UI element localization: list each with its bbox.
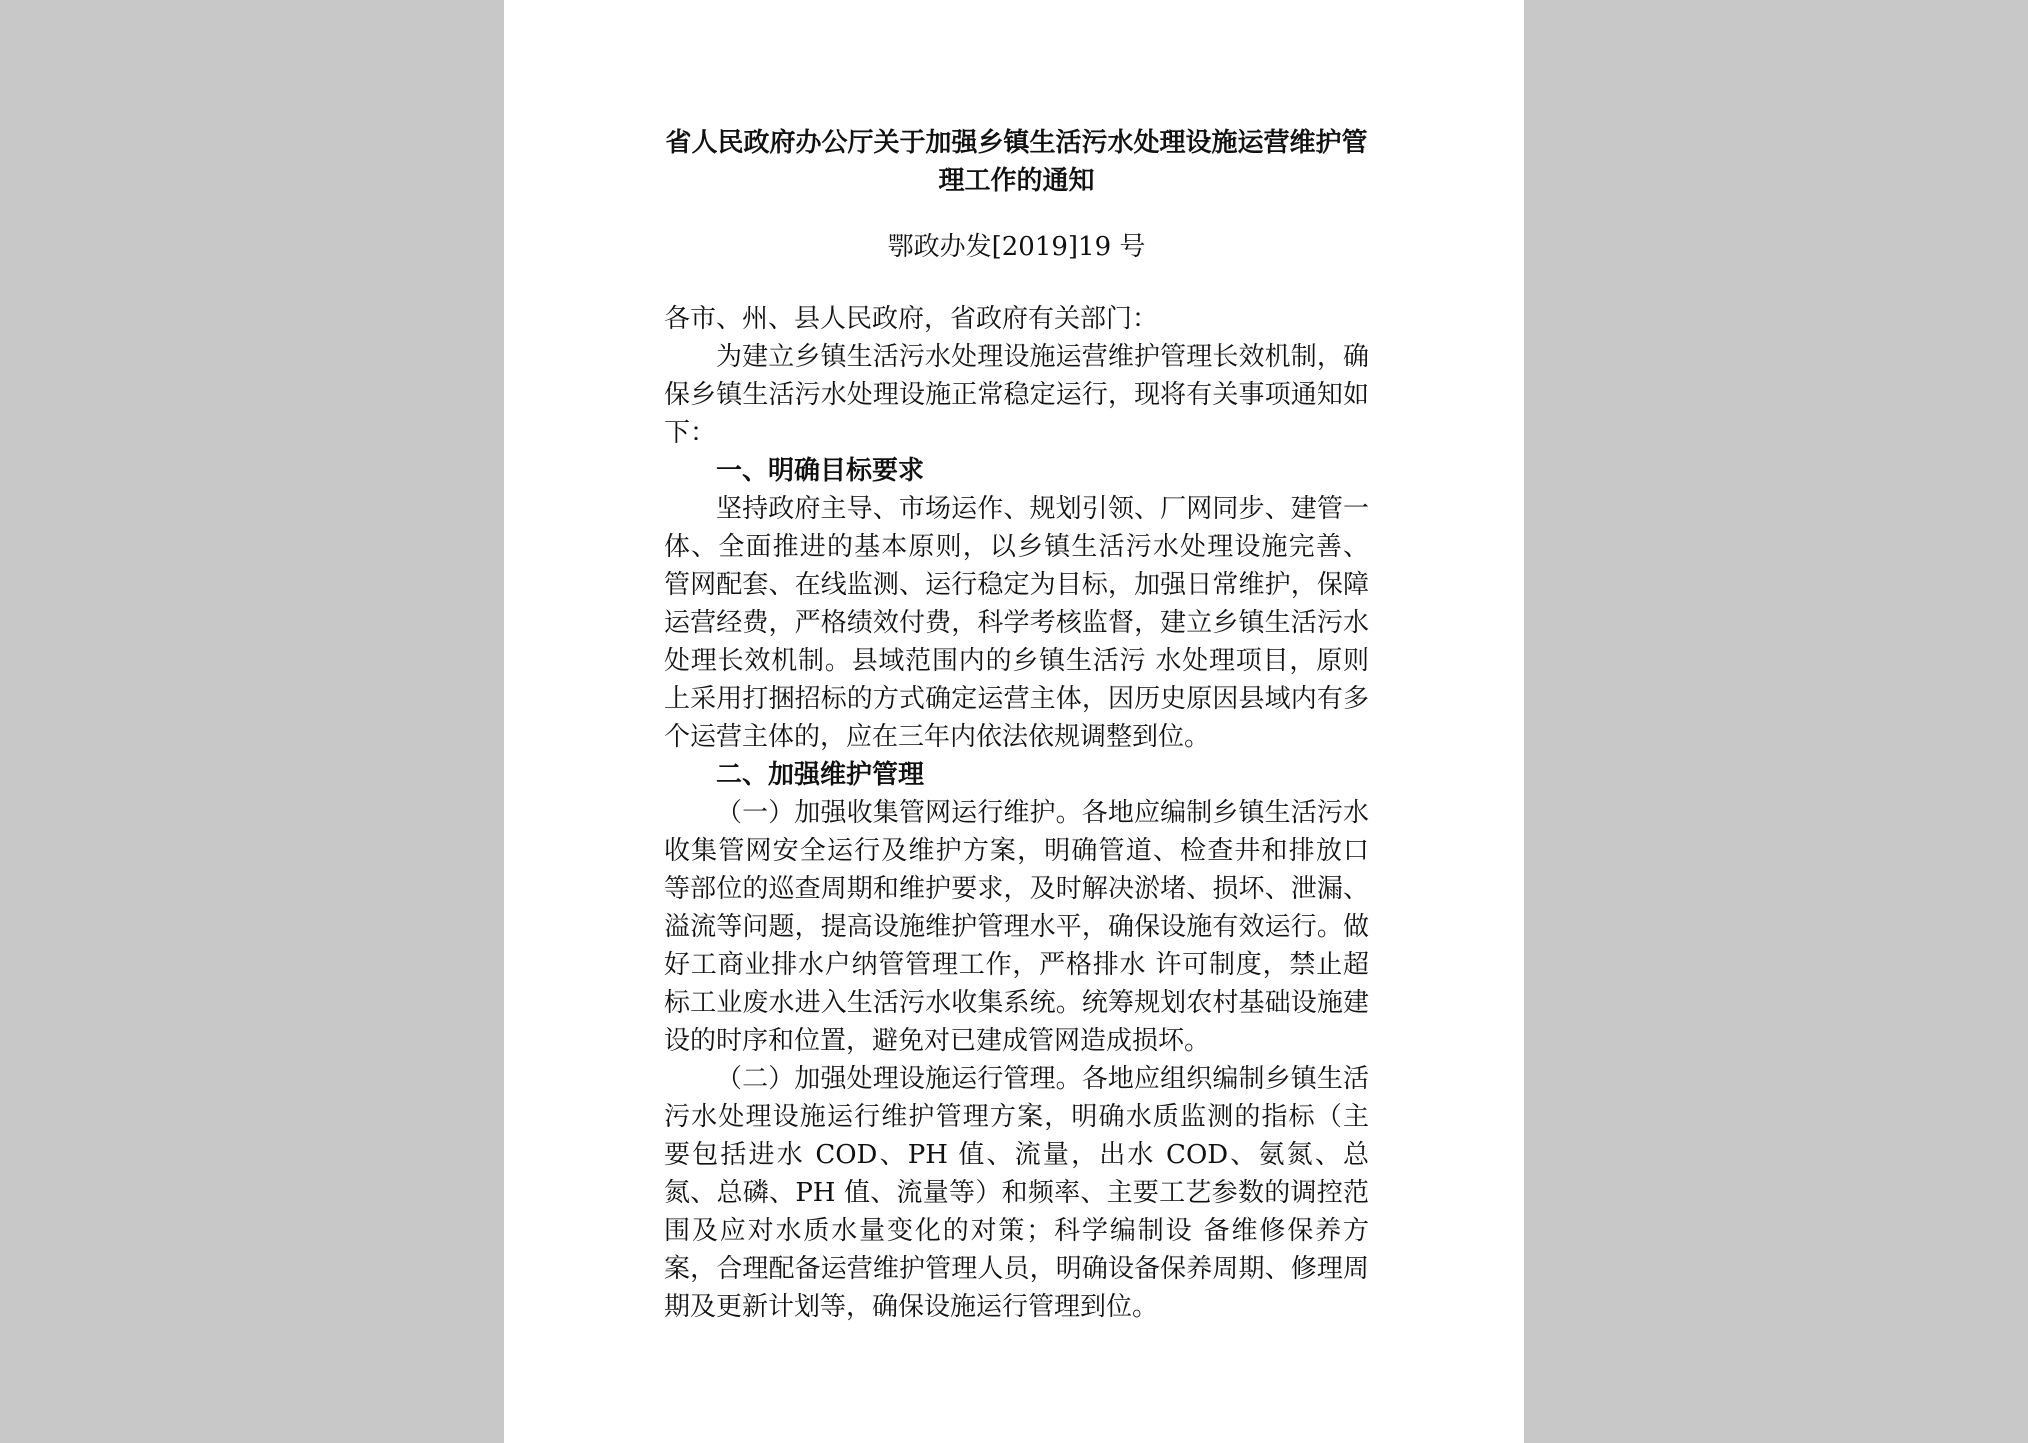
document-number: 鄂政办发[2019]19 号 [887, 232, 1146, 262]
section-1-heading: 一、明确目标要求 [716, 456, 925, 486]
addressee: 各市、州、县人民政府，省政府有关部门： [664, 304, 1159, 334]
document-page [504, 0, 1524, 1443]
document-title: 省人民政府办公厅关于加强乡镇生活污水处理设施运营维护管理工作的通知 [665, 128, 1368, 196]
document-body [664, 124, 1369, 1326]
section-2-heading: 二、加强维护管理 [716, 760, 925, 790]
section-1-paragraph: 坚持政府主导、市场运作、规划引领、厂网同步、建管一体、全面推进的基本原则，以乡镇生活污水处理设施完善、 管网配套、在线监测、运行稳定为目标，加强日常维护，保障运营经费，严格绩效付费，科学考核监督，建立乡镇生活污水处理长效机制。县域范围内的乡镇生活污 水处理项目，原则上采用打捆招标的方式确定运营主体，因历史原因县域内有多个运营主体的，应在三年内依法依规调整到位。 [664, 494, 1369, 752]
intro-paragraph: 为建立乡镇生活污水处理设施运营维护管理长效机制，确保乡镇生活污水处理设施正常稳定运行，现将有关事项通知如下： [664, 342, 1369, 448]
section-2-item-2: （二）加强处理设施运行管理。各地应组织编制乡镇生活污水处理设施运行维护管理方案，明确水质监测的指标（主 要包括进水 COD、PH 值、流量，出水 COD、氨氮、总氮、总磷、PH 值、流量等）和频率、主要工艺参数的调控范围及应对水质水量变化的对策；科学编制设 备维修保养方案，合理配备运营维护管理人员，明确设备保养周期、修理周期及更新计划等，确保设施运行管理到位。 [664, 1064, 1369, 1322]
section-2-item-1: （一）加强收集管网运行维护。各地应编制乡镇生活污水收集管网安全运行及维护方案，明确管道、检查井和排放口 等部位的巡查周期和维护要求，及时解决淤堵、损坏、泄漏、溢流等问题，提高设施维护管理水平，确保设施有效运行。做好工商业排水户纳管管理工作，严格排水 许可制度，禁止超标工业废水进入生活污水收集系统。统筹规划农村基础设施建设的时序和位置，避免对已建成管网造成损坏。 [664, 798, 1369, 1056]
